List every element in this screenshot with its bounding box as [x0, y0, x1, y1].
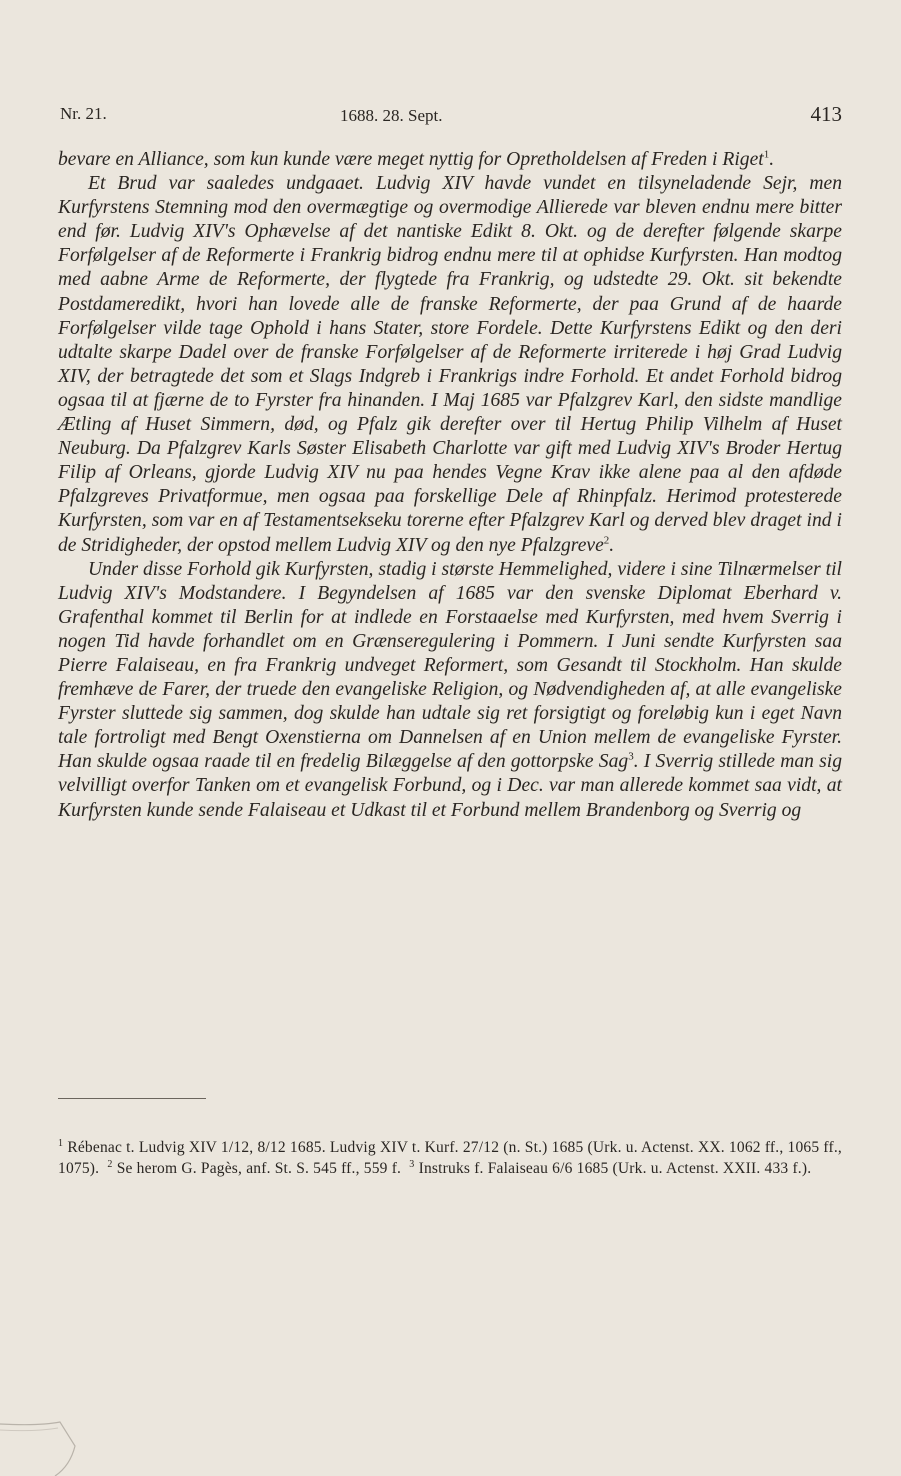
footnote-3-b: 1685 (Urk. u. Actenst. XXII. 433 f.).	[572, 1160, 812, 1177]
footnote-2: Se herom G. Pagès, anf. St. S. 545 ff., 559 f.	[116, 1160, 402, 1177]
paragraph-2-text: Et Brud var saaledes undgaaet. Ludvig XIV havde vundet en tilsyneladende Sejr, men Kurfyrstens Stemning mod den overmægtige og overmodige Allierede var bleven endnu mere bitter end før. Ludvig XIV's Ophævelse af det nantiske Edikt 8. Okt. og de derefter følgende skarpe Forfølgelser af de Reformerte i Frankrig bidrog endnu mere til at ophidse Kurfyrsten. Han modtog med aabne Arme de Reformerte, der flygtede fra Frankrig, og udstedte 29. Okt. sit bekendte Postdameredikt, hvori han lovede alle de franske Reformerte, der paa Grund af de haarde Forfølgelser vilde tage Ophold i hans Stater, store Fordele. Dette Kurfyrstens Edikt og den deri udtalte skarpe Dadel over de franske Forfølgelser af de Reformerte irriterede i høj Grad Ludvig XIV, der betragtede det som et Slags Indgreb i Frankrigs indre Forhold. Et andet Forhold bidrog ogsaa til at fjærne de to Fyrster fra hinanden. I Maj 1685 var Pfalzgrev Karl, den sidste mandlige Ætling af Huset Simmern, død, og Pfalz gik derefter over til Hertug Philip Vilhelm af Huset Neuburg. Da Pfalzgrev Karls Søster Elisabeth Charlotte var gift med Ludvig XIV's Broder Hertug Filip af Orleans, gjorde Ludvig XIV nu paa hendes Vegne Krav ikke alene paa al den afdøde Pfalzgreves Privatformue, men ogsaa paa forskellige Dele af Rhinpfalz. Herimod protesterede Kurfyrsten, som var en af Testamentsekseku torerne efter Pfalzgrev Karl og derved blev draget ind i de Stridigheder, der opstod mellem Ludvig XIV og den nye Pfalzgreve	[58, 173, 842, 556]
footnote-ref-3: 3	[628, 750, 634, 763]
paragraph-2-end: .	[609, 534, 615, 556]
footnote-1-sep: ,	[249, 1139, 258, 1156]
footnote-mark-3: 3	[409, 1158, 415, 1170]
header-date: 1688. 28. Sept.	[340, 106, 443, 125]
main-text	[58, 148, 842, 823]
journal-number: Nr. 21.	[60, 104, 107, 123]
footnote-ref-2: 2	[603, 533, 610, 546]
footnote-1-a: Rébenac t. Ludvig XIV	[67, 1139, 221, 1156]
footnote-3-a: Instruks f. Falaiseau	[418, 1160, 553, 1177]
paragraph-2	[58, 172, 842, 558]
paragraph-3-text: Under disse Forhold gik Kurfyrsten, stadig i største Hemmelighed, videre i sine Tilnærmelser til Ludvig XIV's Modstandere. I Begyndelsen af 1685 var den svenske Diplomat Eberhard v. Grafenthal kommet til Berlin for at indlede en Forstaaelse med Kurfyrsten, med hvem Sverrig i nogen Tid havde forhandlet om en Grænseregulering i Pommern. I Juni sendte Kurfyrsten saa Pierre Falaiseau, en fra Frankrig undveget Reformert, som Gesandt til Stockholm. Han skulde fremhæve de Farer, der truede den evangeliske Religion, og Nødvendigheden af, at alle evangeliske Fyrster sluttede sig sammen, dog skulde han udtale sig ret forsigtigt og foreløbig kun i eget Navn tale fortroligt med Bengt Oxenstierna om Dannelsen af en Union mellem de evangeliske Fyrster. Han skulde ogsaa raade til en fredelig Bilæggelse af den gottorpske Sag	[58, 558, 842, 773]
paragraph-3-rest: . I Sverrig stillede man sig velvilligt overfor Tanken om et evangelisk Forbund, og i Dec. var man allerede kommet saa vidt, at Kurfyrsten kunde sende Falaiseau et Udkast til et Forbund mellem Brandenborg og Sverrig og	[58, 751, 843, 821]
footnote-1-fraction-2: 8/12	[257, 1139, 286, 1156]
footnote-ref-1: 1	[763, 148, 770, 161]
footnote-1-c: (n. St.) 1685 (Urk. u. Actenst. XX. 1062 ff., 1065 ff., 1075).	[58, 1139, 843, 1177]
footnote-1-fraction-1: 1/12	[220, 1139, 250, 1156]
footnote-3-fraction: 6/6	[552, 1160, 573, 1177]
footnotes	[58, 1137, 842, 1179]
footnote-1-b: 1685. Ludvig XIV t. Kurf.	[285, 1139, 463, 1156]
paragraph-3	[58, 558, 842, 823]
footnote-divider	[58, 1098, 206, 1099]
running-header	[60, 100, 842, 130]
footnote-mark-1: 1	[58, 1137, 64, 1149]
footnote-mark-2: 2	[107, 1158, 113, 1170]
page-fold-mark	[0, 1396, 90, 1476]
footnote-1-fraction-3: 27/12	[462, 1139, 500, 1156]
page-number: 413	[810, 102, 842, 126]
paragraph-1	[58, 148, 842, 172]
paragraph-1-text: bevare en Alliance, som kun kunde være meget nyttig for Opretholdelsen af Freden i Riget	[58, 149, 764, 170]
paragraph-1-end: .	[769, 149, 775, 170]
